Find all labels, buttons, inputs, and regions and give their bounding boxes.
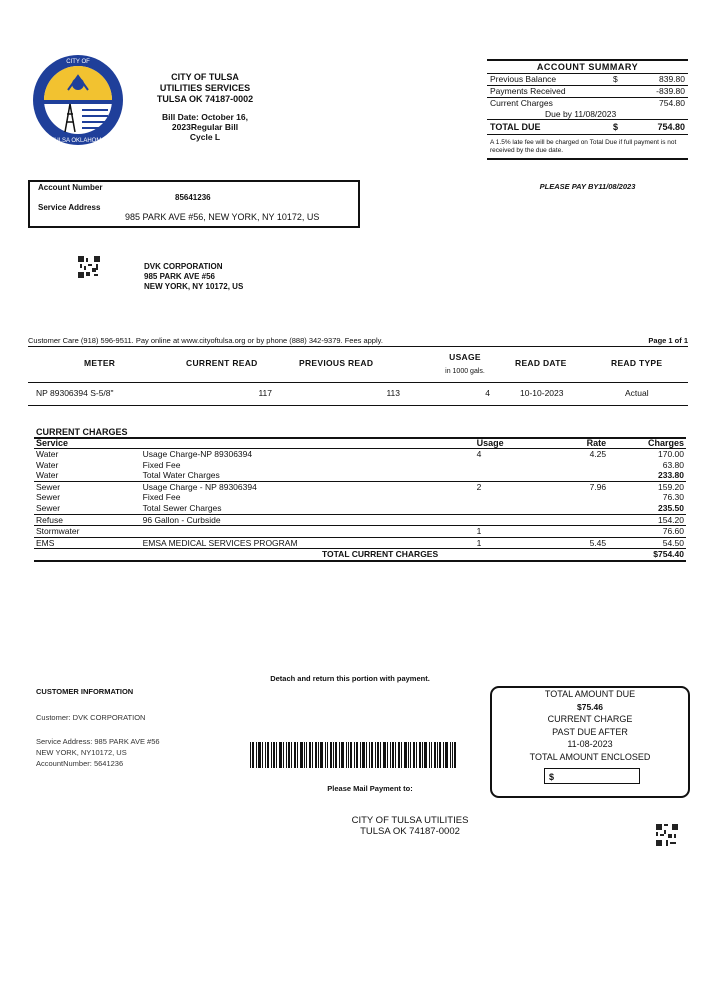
charge-row xyxy=(34,470,686,481)
description-header xyxy=(141,438,475,449)
amount-enclosed-label: TOTAL AMOUNT ENCLOSED xyxy=(529,751,651,762)
barcode-bar xyxy=(279,742,282,768)
amount-enclosed-field[interactable]: $ xyxy=(544,768,640,784)
service-header: Service xyxy=(34,438,141,449)
charge-rate: 7.96 xyxy=(589,481,607,492)
charges-total-label: TOTAL CURRENT CHARGES xyxy=(34,549,608,561)
barcode-bar xyxy=(262,742,263,768)
barcode-bar xyxy=(424,742,427,768)
charge-description: EMSA MEDICAL SERVICES PROGRAM xyxy=(142,537,298,548)
seal-bottom-text: TULSA OKLAHOMA xyxy=(50,138,106,144)
charge-amount: 154.20 xyxy=(608,514,686,526)
bill-date: Bill Date: October 16, 2023Regular Bill xyxy=(162,112,248,132)
past-due-label: PAST DUE AFTER xyxy=(552,726,628,737)
charges-total-row xyxy=(34,549,686,561)
barcode-bar xyxy=(387,742,388,768)
barcode-bar xyxy=(339,742,340,768)
recipient-city: NEW YORK, NY 10172, US xyxy=(144,282,244,291)
total-label: TOTAL DUE xyxy=(490,122,541,132)
charge-description: Total Water Charges xyxy=(141,470,475,481)
barcode-bar xyxy=(360,742,361,768)
mail-to-name: CITY OF TULSA UTILITIES xyxy=(351,815,469,826)
barcode-bar xyxy=(348,742,349,768)
charge-rate xyxy=(531,460,608,471)
barcode-bar xyxy=(304,742,305,768)
barcode-bar xyxy=(330,742,332,768)
recipient-street: 985 PARK AVE #56 xyxy=(144,272,215,281)
barcode-bar xyxy=(380,742,381,768)
barcode-bar xyxy=(369,742,370,768)
charge-service: Water xyxy=(34,470,141,481)
please-pay-by: PLEASE PAY BY11/08/2023 xyxy=(539,182,636,191)
charges-header: Charges xyxy=(608,438,686,449)
barcode-bar xyxy=(395,742,396,768)
barcode-bar xyxy=(309,742,311,768)
charge-usage xyxy=(475,470,532,481)
charge-usage xyxy=(475,492,532,503)
charge-row xyxy=(34,460,686,471)
customer-address xyxy=(36,736,160,769)
charge-usage: 2 xyxy=(476,481,482,492)
barcode-bar xyxy=(325,742,326,768)
payments-label: Payments Received xyxy=(490,86,566,96)
summary-title: ACCOUNT SUMMARY xyxy=(487,61,688,74)
charge-amount: 63.80 xyxy=(662,459,684,470)
barcode-bar xyxy=(315,742,317,768)
usage-units: in 1000 gals. xyxy=(445,368,485,375)
payments-amount: -839.80 xyxy=(656,86,685,96)
read-date: 10-10-2023 xyxy=(520,388,564,398)
page-number: Page 1 of 1 xyxy=(648,336,688,345)
charge-service: EMS xyxy=(36,537,55,548)
charge-description xyxy=(141,526,475,538)
barcode-bar xyxy=(383,742,386,768)
barcode-bar xyxy=(366,742,367,768)
charge-amount: 76.30 xyxy=(662,492,684,503)
charge-amount: 233.80 xyxy=(608,470,686,481)
charge-rate xyxy=(531,514,608,526)
account-summary xyxy=(487,59,688,160)
usage-value: 4 xyxy=(485,388,490,398)
barcode-bar xyxy=(250,742,251,768)
barcode-bar xyxy=(362,742,365,768)
barcode-bar xyxy=(300,742,303,768)
barcode-bar xyxy=(375,742,376,768)
summary-total-row xyxy=(487,120,688,134)
charge-row xyxy=(34,514,686,526)
customer-care-bar xyxy=(28,336,688,347)
charge-usage xyxy=(475,460,532,471)
customer-city: NEW YORK, NY10172, US xyxy=(36,748,127,757)
barcode-bar xyxy=(288,742,290,768)
past-due-date: 11-08-2023 xyxy=(567,739,613,749)
barcode-bar xyxy=(276,742,277,768)
seal-top-text: CITY OF xyxy=(66,59,90,65)
charge-usage: 1 xyxy=(475,526,532,538)
charge-description: Usage Charge - NP 89306394 xyxy=(142,481,257,492)
barcode-bar xyxy=(390,742,391,768)
current-label: Current Charges xyxy=(490,98,553,108)
barcode-bar xyxy=(320,742,323,768)
service-address: 985 PARK AVE #56, NEW YORK, NY 10172, US xyxy=(125,212,320,222)
charge-row xyxy=(34,503,686,514)
barcode-bar xyxy=(256,742,257,768)
charge-description: 96 Gallon - Curbside xyxy=(141,514,475,526)
qr-code-icon xyxy=(78,256,100,278)
charge-description: Usage Charge-NP 89306394 xyxy=(142,449,253,459)
barcode-bar xyxy=(283,742,284,768)
late-fee-note: A 1.5% late fee will be charged on Total Due if full payment is not received by the due date. xyxy=(487,134,688,158)
charge-amount: 54.50 xyxy=(662,537,684,548)
usage-header: Usage xyxy=(475,438,532,449)
read-type: Actual xyxy=(625,388,649,398)
customer-name: Customer: DVK CORPORATION xyxy=(36,713,146,722)
barcode-bar xyxy=(408,742,409,768)
total-currency: $ xyxy=(613,122,619,132)
barcode-bar xyxy=(434,742,436,768)
charge-amount: 76.60 xyxy=(608,526,686,538)
barcode-bar xyxy=(398,742,400,768)
charge-usage xyxy=(475,503,532,514)
barcode-bar xyxy=(450,742,451,768)
charges-table xyxy=(34,437,686,562)
barcode-bar xyxy=(294,742,296,768)
barcode-bar xyxy=(291,742,292,768)
recipient-name: DVK CORPORATION xyxy=(144,262,223,271)
barcode-bar xyxy=(327,742,328,768)
issuer-city: TULSA OK 74187-0002 xyxy=(156,94,254,104)
barcode-bar xyxy=(341,742,344,768)
current-read: 117 xyxy=(258,388,272,398)
mail-payment-label: Please Mail Payment to: xyxy=(327,784,413,793)
city-seal-logo xyxy=(32,54,124,146)
current-amount: 754.80 xyxy=(659,98,685,108)
summary-previous-row xyxy=(487,74,688,86)
qr-code-icon xyxy=(656,824,678,846)
usage-header: USAGE xyxy=(449,352,481,362)
current-charge-label: CURRENT CHARGE xyxy=(547,714,633,724)
barcode-bar xyxy=(443,742,444,768)
barcode-icon xyxy=(250,742,460,768)
charge-description: Fixed Fee xyxy=(142,492,181,503)
meter-id: NP 89306394 S-5/8" xyxy=(36,388,114,398)
barcode-bar xyxy=(410,742,411,768)
barcode-bar xyxy=(267,742,269,768)
amount-due-box xyxy=(490,686,690,798)
issuer-block xyxy=(140,72,270,105)
charge-amount: 170.00 xyxy=(658,449,684,459)
previous-label: Previous Balance xyxy=(490,74,557,84)
customer-care-line: Customer Care (918) 596-9511. Pay online at www.cityoftulsa.org or by phone (888) 342-9379. Fees apply. xyxy=(28,336,383,345)
barcode-bar xyxy=(445,742,448,768)
charge-row xyxy=(34,449,686,460)
barcode-bar xyxy=(416,742,417,768)
meter-header: METER xyxy=(84,358,116,368)
barcode-bar xyxy=(335,742,337,768)
barcode-bar xyxy=(452,742,453,768)
charge-service: Sewer xyxy=(36,481,61,492)
barcode-bar xyxy=(419,742,421,768)
bill-cycle: Cycle L xyxy=(189,132,221,142)
charge-amount: 235.50 xyxy=(608,503,686,514)
barcode-bar xyxy=(354,742,355,768)
barcode-bar xyxy=(297,742,298,768)
total-amount: 754.80 xyxy=(657,122,685,132)
charges-header-row xyxy=(34,438,686,449)
customer-service-address: Service Address: 985 PARK AVE #56 xyxy=(36,737,160,746)
current-charges-title: CURRENT CHARGES xyxy=(36,427,128,437)
barcode-bar xyxy=(273,742,275,768)
barcode-bar xyxy=(265,742,266,768)
charge-row xyxy=(34,492,686,503)
customer-account-number: AccountNumber: 5641236 xyxy=(36,759,124,768)
summary-payments-row xyxy=(487,86,688,98)
previous-read-header: PREVIOUS READ xyxy=(299,358,374,368)
mail-to-city: TULSA OK 74187-0002 xyxy=(360,826,460,837)
barcode-bar xyxy=(346,742,347,768)
barcode-bar xyxy=(350,742,352,768)
barcode-bar xyxy=(454,742,456,768)
barcode-bar xyxy=(312,742,313,768)
summary-due-by: Due by 11/08/2023 xyxy=(487,109,688,120)
charge-row xyxy=(34,537,686,549)
summary-current-row xyxy=(487,98,688,109)
charge-rate xyxy=(531,470,608,481)
issuer-name: CITY OF TULSA xyxy=(171,72,239,82)
barcode-bar xyxy=(401,742,402,768)
barcode-bar xyxy=(371,742,373,768)
barcode-bar xyxy=(356,742,358,768)
account-box xyxy=(28,180,360,228)
service-address-label: Service Address xyxy=(38,203,101,212)
charge-service: Stormwater xyxy=(34,526,141,538)
charge-row xyxy=(34,526,686,538)
charges-total-amount: $754.40 xyxy=(608,549,686,561)
recipient-address xyxy=(144,262,243,292)
charge-rate: 4.25 xyxy=(589,449,607,459)
total-due-label: TOTAL AMOUNT DUE xyxy=(544,689,636,699)
read-type-header: READ TYPE xyxy=(611,358,663,368)
charge-service: Water xyxy=(36,449,59,459)
barcode-bar xyxy=(318,742,319,768)
charge-usage xyxy=(475,514,532,526)
current-read-header: CURRENT READ xyxy=(186,358,258,368)
barcode-bar xyxy=(392,742,394,768)
barcode-bar xyxy=(252,742,254,768)
meter-divider xyxy=(28,405,688,406)
charge-usage: 4 xyxy=(476,449,482,459)
barcode-bar xyxy=(437,742,438,768)
barcode-bar xyxy=(404,742,407,768)
barcode-bar xyxy=(306,742,307,768)
account-number: 85641236 xyxy=(175,193,211,202)
charge-rate: 5.45 xyxy=(589,537,607,548)
account-number-label: Account Number xyxy=(38,183,103,192)
barcode-bar xyxy=(422,742,423,768)
charge-description: Fixed Fee xyxy=(142,459,181,470)
previous-currency: $ xyxy=(613,74,618,84)
charge-description: Total Sewer Charges xyxy=(141,503,475,514)
barcode-bar xyxy=(286,742,287,768)
barcode-bar xyxy=(431,742,432,768)
barcode-bar xyxy=(377,742,379,768)
read-date-header: READ DATE xyxy=(515,358,567,368)
barcode-bar xyxy=(333,742,334,768)
charge-rate xyxy=(531,492,608,503)
charge-amount: 159.20 xyxy=(658,481,684,492)
barcode-bar xyxy=(429,742,430,768)
rate-header: Rate xyxy=(531,438,608,449)
charge-rate xyxy=(531,503,608,514)
issuer-dept: UTILITIES SERVICES xyxy=(159,83,251,93)
charge-row xyxy=(34,481,686,492)
detach-instruction: Detach and return this portion with payment. xyxy=(270,674,430,683)
charge-service: Refuse xyxy=(34,514,141,526)
charge-rate xyxy=(531,526,608,538)
charge-service: Water xyxy=(36,459,59,470)
meter-divider xyxy=(28,382,688,383)
charge-service: Sewer xyxy=(34,503,141,514)
charge-usage: 1 xyxy=(476,537,482,548)
total-due-amount: $75.46 xyxy=(577,701,603,712)
bill-date-block xyxy=(140,112,270,142)
previous-amount: 839.80 xyxy=(659,74,685,84)
previous-read: 113 xyxy=(386,388,400,398)
charge-service: Sewer xyxy=(36,492,61,503)
barcode-bar xyxy=(271,742,272,768)
barcode-bar xyxy=(258,742,261,768)
customer-info-label: CUSTOMER INFORMATION xyxy=(36,687,134,696)
barcode-bar xyxy=(413,742,415,768)
barcode-bar xyxy=(439,742,441,768)
mail-to-address xyxy=(320,815,500,837)
